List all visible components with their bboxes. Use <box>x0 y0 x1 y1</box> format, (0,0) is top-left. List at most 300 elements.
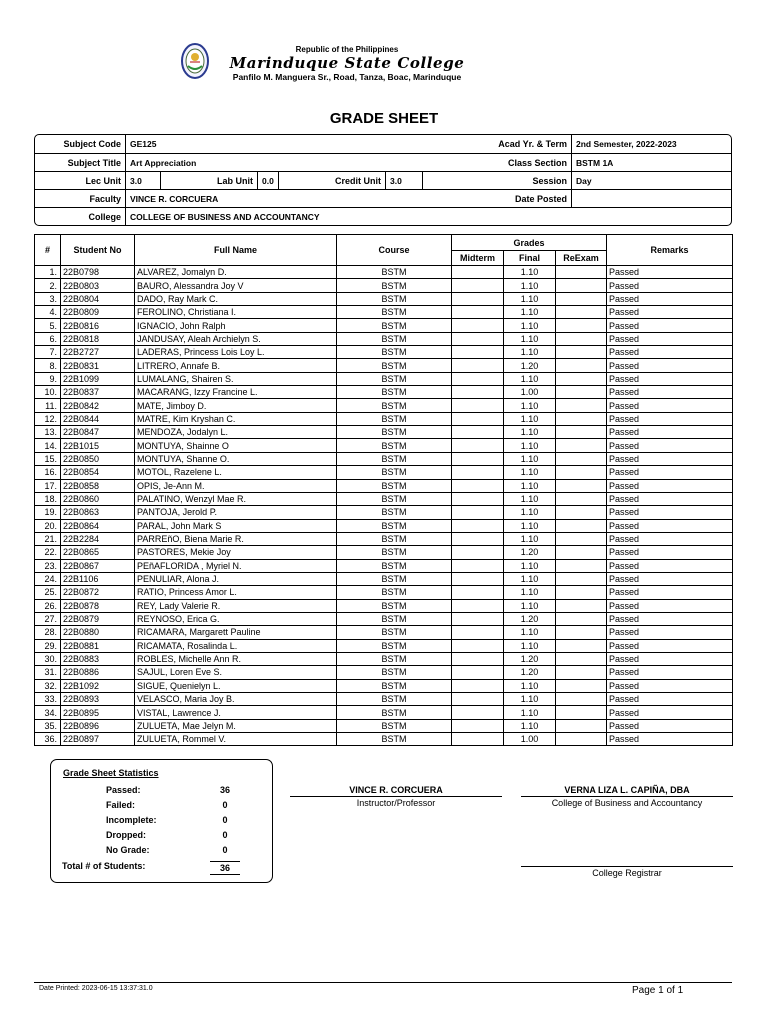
remarks-cell: Passed <box>607 652 733 665</box>
remarks-cell: Passed <box>607 586 733 599</box>
midterm-grade-cell <box>452 479 504 492</box>
row-number-cell: 28. <box>35 626 61 639</box>
header-midterm: Midterm <box>452 251 504 266</box>
student-no-cell: 22B0897 <box>61 733 135 746</box>
reexam-grade-cell <box>556 572 607 585</box>
reexam-grade-cell <box>556 586 607 599</box>
table-row <box>35 572 733 585</box>
student-no-cell: 22B0864 <box>61 519 135 532</box>
student-no-cell: 22B0847 <box>61 426 135 439</box>
row-number-cell: 9. <box>35 372 61 385</box>
row-number-cell: 15. <box>35 452 61 465</box>
remarks-cell: Passed <box>607 386 733 399</box>
final-grade-cell: 1.10 <box>504 492 556 505</box>
row-number-cell: 31. <box>35 666 61 679</box>
remarks-cell: Passed <box>607 532 733 545</box>
remarks-cell: Passed <box>607 492 733 505</box>
full-name-cell: LADERAS, Princess Lois Loy L. <box>135 346 337 359</box>
remarks-cell: Passed <box>607 306 733 319</box>
course-cell: BSTM <box>337 319 452 332</box>
subject-code-label: Subject Code <box>63 139 121 149</box>
midterm-grade-cell <box>452 652 504 665</box>
row-number-cell: 16. <box>35 466 61 479</box>
full-name-cell: RICAMATA, Rosalinda L. <box>135 639 337 652</box>
reexam-grade-cell <box>556 519 607 532</box>
info-row-faculty <box>35 189 731 208</box>
statistics-title: Grade Sheet Statistics <box>63 768 159 778</box>
stat-passed-value: 36 <box>219 785 230 795</box>
full-name-cell: SIGUE, Quenielyn L. <box>135 679 337 692</box>
course-cell: BSTM <box>337 506 452 519</box>
reexam-grade-cell <box>556 452 607 465</box>
course-cell: BSTM <box>337 572 452 585</box>
final-grade-cell: 1.20 <box>504 666 556 679</box>
row-number-cell: 17. <box>35 479 61 492</box>
course-cell: BSTM <box>337 532 452 545</box>
reexam-grade-cell <box>556 626 607 639</box>
full-name-cell: LITRERO, Annafe B. <box>135 359 337 372</box>
table-row <box>35 706 733 719</box>
student-no-cell: 22B0867 <box>61 559 135 572</box>
remarks-cell: Passed <box>607 452 733 465</box>
row-number-cell: 11. <box>35 399 61 412</box>
remarks-cell: Passed <box>607 372 733 385</box>
full-name-cell: REY, Lady Valerie R. <box>135 599 337 612</box>
header-final: Final <box>504 251 556 266</box>
course-cell: BSTM <box>337 306 452 319</box>
row-number-cell: 23. <box>35 559 61 572</box>
table-row <box>35 519 733 532</box>
remarks-cell: Passed <box>607 519 733 532</box>
row-number-cell: 6. <box>35 332 61 345</box>
date-posted-label: Date Posted <box>514 194 567 204</box>
table-row <box>35 492 733 505</box>
grades-table-body <box>35 266 733 746</box>
acad-term-label: Acad Yr. & Term <box>498 139 567 149</box>
row-number-cell: 13. <box>35 426 61 439</box>
table-row <box>35 599 733 612</box>
full-name-cell: DADO, Ray Mark C. <box>135 292 337 305</box>
header-num: # <box>35 235 61 266</box>
course-cell: BSTM <box>337 479 452 492</box>
table-row <box>35 719 733 732</box>
info-row-college <box>35 207 731 226</box>
reexam-grade-cell <box>556 332 607 345</box>
stat-passed-label: Passed: <box>106 785 141 795</box>
remarks-cell: Passed <box>607 572 733 585</box>
table-row <box>35 679 733 692</box>
course-cell: BSTM <box>337 519 452 532</box>
full-name-cell: PANTOJA, Jerold P. <box>135 506 337 519</box>
student-no-cell: 22B1015 <box>61 439 135 452</box>
student-no-cell: 22B0878 <box>61 599 135 612</box>
faculty-label: Faculty <box>89 194 121 204</box>
full-name-cell: PEñAFLORIDA , Myriel N. <box>135 559 337 572</box>
subject-title-label: Subject Title <box>67 158 121 168</box>
reexam-grade-cell <box>556 693 607 706</box>
stat-passed <box>51 785 272 799</box>
final-grade-cell: 1.20 <box>504 359 556 372</box>
midterm-grade-cell <box>452 733 504 746</box>
full-name-cell: RATIO, Princess Amor L. <box>135 586 337 599</box>
student-no-cell: 22B0860 <box>61 492 135 505</box>
remarks-cell: Passed <box>607 693 733 706</box>
header-reexam: ReExam <box>556 251 607 266</box>
full-name-cell: MONTUYA, Shainne O <box>135 439 337 452</box>
dean-role: College of Business and Accountancy <box>551 798 703 808</box>
table-row <box>35 639 733 652</box>
row-number-cell: 36. <box>35 733 61 746</box>
final-grade-cell: 1.10 <box>504 479 556 492</box>
full-name-cell: OPIS, Je-Ann M. <box>135 479 337 492</box>
midterm-grade-cell <box>452 359 504 372</box>
table-row <box>35 546 733 559</box>
student-no-cell: 22B0798 <box>61 266 135 279</box>
lec-unit-value: 3.0 <box>125 172 161 190</box>
midterm-grade-cell <box>452 399 504 412</box>
remarks-cell: Passed <box>607 359 733 372</box>
reexam-grade-cell <box>556 479 607 492</box>
remarks-cell: Passed <box>607 626 733 639</box>
college-label: College <box>88 212 121 222</box>
table-row <box>35 612 733 625</box>
row-number-cell: 30. <box>35 652 61 665</box>
student-no-cell: 22B0883 <box>61 652 135 665</box>
student-no-cell: 22B0886 <box>61 666 135 679</box>
final-grade-cell: 1.10 <box>504 399 556 412</box>
row-number-cell: 14. <box>35 439 61 452</box>
row-number-cell: 22. <box>35 546 61 559</box>
row-number-cell: 24. <box>35 572 61 585</box>
midterm-grade-cell <box>452 599 504 612</box>
remarks-cell: Passed <box>607 346 733 359</box>
student-no-cell: 22B0865 <box>61 546 135 559</box>
full-name-cell: ALVAREZ, Jomalyn D. <box>135 266 337 279</box>
reexam-grade-cell <box>556 666 607 679</box>
row-number-cell: 2. <box>35 279 61 292</box>
stat-failed-value: 0 <box>222 800 228 810</box>
final-grade-cell: 1.00 <box>504 733 556 746</box>
republic-text: Republic of the Philippines <box>295 45 399 54</box>
row-number-cell: 19. <box>35 506 61 519</box>
final-grade-cell: 1.20 <box>504 546 556 559</box>
full-name-cell: PARAL, John Mark S <box>135 519 337 532</box>
midterm-grade-cell <box>452 279 504 292</box>
full-name-cell: VISTAL, Lawrence J. <box>135 706 337 719</box>
reexam-grade-cell <box>556 359 607 372</box>
grade-sheet-statistics <box>50 759 273 883</box>
midterm-grade-cell <box>452 506 504 519</box>
final-grade-cell: 1.10 <box>504 466 556 479</box>
reexam-grade-cell <box>556 492 607 505</box>
remarks-cell: Passed <box>607 546 733 559</box>
full-name-cell: MOTOL, Razelene L. <box>135 466 337 479</box>
final-grade-cell: 1.10 <box>504 292 556 305</box>
table-row <box>35 332 733 345</box>
header-remarks: Remarks <box>607 235 733 266</box>
lab-unit-value: 0.0 <box>257 172 279 190</box>
reexam-grade-cell <box>556 279 607 292</box>
table-row <box>35 586 733 599</box>
midterm-grade-cell <box>452 693 504 706</box>
student-no-cell: 22B0837 <box>61 386 135 399</box>
final-grade-cell: 1.10 <box>504 346 556 359</box>
table-row <box>35 386 733 399</box>
reexam-grade-cell <box>556 599 607 612</box>
full-name-cell: SAJUL, Loren Eve S. <box>135 666 337 679</box>
full-name-cell: FEROLINO, Christiana I. <box>135 306 337 319</box>
remarks-cell: Passed <box>607 706 733 719</box>
full-name-cell: PALATINO, Wenzyl Mae R. <box>135 492 337 505</box>
session-value: Day <box>571 172 733 190</box>
row-number-cell: 8. <box>35 359 61 372</box>
table-row <box>35 693 733 706</box>
course-cell: BSTM <box>337 599 452 612</box>
course-cell: BSTM <box>337 559 452 572</box>
full-name-cell: MATE, Jimboy D. <box>135 399 337 412</box>
course-cell: BSTM <box>337 693 452 706</box>
student-no-cell: 22B2284 <box>61 532 135 545</box>
reexam-grade-cell <box>556 679 607 692</box>
remarks-cell: Passed <box>607 599 733 612</box>
midterm-grade-cell <box>452 586 504 599</box>
college-seal-icon <box>180 42 210 82</box>
course-cell: BSTM <box>337 399 452 412</box>
row-number-cell: 34. <box>35 706 61 719</box>
reexam-grade-cell <box>556 559 607 572</box>
reexam-grade-cell <box>556 612 607 625</box>
stat-incomplete-label: Incomplete: <box>106 815 157 825</box>
course-cell: BSTM <box>337 452 452 465</box>
full-name-cell: JANDUSAY, Aleah Archielyn S. <box>135 332 337 345</box>
final-grade-cell: 1.10 <box>504 506 556 519</box>
registrar-role: College Registrar <box>592 868 662 878</box>
midterm-grade-cell <box>452 346 504 359</box>
stat-total-label: Total # of Students: <box>62 861 146 871</box>
registrar-signature <box>521 855 733 879</box>
midterm-grade-cell <box>452 626 504 639</box>
row-number-cell: 33. <box>35 693 61 706</box>
remarks-cell: Passed <box>607 332 733 345</box>
final-grade-cell: 1.10 <box>504 719 556 732</box>
row-number-cell: 5. <box>35 319 61 332</box>
stat-total <box>51 861 272 875</box>
course-cell: BSTM <box>337 359 452 372</box>
student-no-cell: 22B0804 <box>61 292 135 305</box>
course-cell: BSTM <box>337 386 452 399</box>
reexam-grade-cell <box>556 532 607 545</box>
midterm-grade-cell <box>452 639 504 652</box>
class-section-value: BSTM 1A <box>571 154 733 172</box>
midterm-grade-cell <box>452 706 504 719</box>
full-name-cell: ROBLES, Michelle Ann R. <box>135 652 337 665</box>
credit-unit-label: Credit Unit <box>335 176 381 186</box>
final-grade-cell: 1.10 <box>504 332 556 345</box>
final-grade-cell: 1.10 <box>504 279 556 292</box>
reexam-grade-cell <box>556 652 607 665</box>
row-number-cell: 7. <box>35 346 61 359</box>
date-printed: Date Printed: 2023-06-15 13:37:31.0 <box>39 985 153 992</box>
stat-no-grade-label: No Grade: <box>106 845 150 855</box>
student-no-cell: 22B0854 <box>61 466 135 479</box>
midterm-grade-cell <box>452 386 504 399</box>
subject-title-value: Art Appreciation <box>125 154 415 172</box>
remarks-cell: Passed <box>607 426 733 439</box>
table-row <box>35 346 733 359</box>
midterm-grade-cell <box>452 612 504 625</box>
midterm-grade-cell <box>452 319 504 332</box>
midterm-grade-cell <box>452 559 504 572</box>
final-grade-cell: 1.10 <box>504 519 556 532</box>
course-cell: BSTM <box>337 266 452 279</box>
table-row <box>35 279 733 292</box>
final-grade-cell: 1.10 <box>504 266 556 279</box>
midterm-grade-cell <box>452 719 504 732</box>
row-number-cell: 25. <box>35 586 61 599</box>
final-grade-cell: 1.10 <box>504 306 556 319</box>
reexam-grade-cell <box>556 466 607 479</box>
student-no-cell: 22B0872 <box>61 586 135 599</box>
stat-no-grade <box>51 845 272 859</box>
reexam-grade-cell <box>556 306 607 319</box>
course-cell: BSTM <box>337 346 452 359</box>
full-name-cell: PENULIAR, Alona J. <box>135 572 337 585</box>
table-row <box>35 372 733 385</box>
midterm-grade-cell <box>452 666 504 679</box>
stat-dropped-value: 0 <box>222 830 228 840</box>
student-no-cell: 22B0858 <box>61 479 135 492</box>
row-number-cell: 32. <box>35 679 61 692</box>
final-grade-cell: 1.10 <box>504 572 556 585</box>
full-name-cell: VELASCO, Maria Joy B. <box>135 693 337 706</box>
midterm-grade-cell <box>452 332 504 345</box>
row-number-cell: 3. <box>35 292 61 305</box>
row-number-cell: 4. <box>35 306 61 319</box>
reexam-grade-cell <box>556 399 607 412</box>
course-cell: BSTM <box>337 666 452 679</box>
reexam-grade-cell <box>556 292 607 305</box>
table-row <box>35 559 733 572</box>
full-name-cell: BAURO, Alessandra Joy V <box>135 279 337 292</box>
student-no-cell: 22B0803 <box>61 279 135 292</box>
midterm-grade-cell <box>452 372 504 385</box>
midterm-grade-cell <box>452 306 504 319</box>
reexam-grade-cell <box>556 733 607 746</box>
page-header <box>0 42 768 92</box>
instructor-name: VINCE R. CORCUERA <box>290 785 502 797</box>
stat-incomplete-value: 0 <box>222 815 228 825</box>
student-no-cell: 22B0809 <box>61 306 135 319</box>
stat-failed <box>51 800 272 814</box>
full-name-cell: MENDOZA, Jodalyn L. <box>135 426 337 439</box>
midterm-grade-cell <box>452 466 504 479</box>
table-row <box>35 479 733 492</box>
final-grade-cell: 1.10 <box>504 693 556 706</box>
row-number-cell: 27. <box>35 612 61 625</box>
grades-table <box>34 234 733 746</box>
stat-incomplete <box>51 815 272 829</box>
remarks-cell: Passed <box>607 319 733 332</box>
course-cell: BSTM <box>337 279 452 292</box>
student-no-cell: 22B1106 <box>61 572 135 585</box>
remarks-cell: Passed <box>607 506 733 519</box>
course-cell: BSTM <box>337 426 452 439</box>
midterm-grade-cell <box>452 426 504 439</box>
student-no-cell: 22B0880 <box>61 626 135 639</box>
header-text <box>222 45 472 82</box>
student-no-cell: 22B0842 <box>61 399 135 412</box>
full-name-cell: LUMALANG, Shairen S. <box>135 372 337 385</box>
final-grade-cell: 1.10 <box>504 706 556 719</box>
student-no-cell: 22B0816 <box>61 319 135 332</box>
course-cell: BSTM <box>337 332 452 345</box>
info-row-subject-title <box>35 153 731 172</box>
remarks-cell: Passed <box>607 666 733 679</box>
midterm-grade-cell <box>452 412 504 425</box>
final-grade-cell: 1.10 <box>504 639 556 652</box>
final-grade-cell: 1.10 <box>504 599 556 612</box>
info-row-units <box>35 171 731 190</box>
final-grade-cell: 1.10 <box>504 426 556 439</box>
college-name: Marinduque State College <box>229 54 465 72</box>
full-name-cell: PASTORES, Mekie Joy <box>135 546 337 559</box>
final-grade-cell: 1.10 <box>504 412 556 425</box>
row-number-cell: 21. <box>35 532 61 545</box>
full-name-cell: ZULUETA, Mae Jelyn M. <box>135 719 337 732</box>
lab-unit-label: Lab Unit <box>217 176 253 186</box>
remarks-cell: Passed <box>607 719 733 732</box>
table-row <box>35 426 733 439</box>
row-number-cell: 10. <box>35 386 61 399</box>
college-value: COLLEGE OF BUSINESS AND ACCOUNTANCY <box>125 208 733 226</box>
stat-failed-label: Failed: <box>106 800 136 810</box>
table-row <box>35 399 733 412</box>
subject-code-value: GE125 <box>125 135 415 153</box>
course-cell: BSTM <box>337 546 452 559</box>
final-grade-cell: 1.10 <box>504 452 556 465</box>
header-course: Course <box>337 235 452 266</box>
date-posted-value <box>571 190 733 208</box>
reexam-grade-cell <box>556 372 607 385</box>
page-number: Page 1 of 1 <box>632 985 684 996</box>
student-no-cell: 22B1099 <box>61 372 135 385</box>
midterm-grade-cell <box>452 679 504 692</box>
row-number-cell: 20. <box>35 519 61 532</box>
session-label: Session <box>532 176 567 186</box>
dean-signature <box>521 785 733 809</box>
faculty-value: VINCE R. CORCUERA <box>125 190 415 208</box>
midterm-grade-cell <box>452 266 504 279</box>
student-no-cell: 22B1092 <box>61 679 135 692</box>
row-number-cell: 1. <box>35 266 61 279</box>
course-cell: BSTM <box>337 706 452 719</box>
row-number-cell: 12. <box>35 412 61 425</box>
full-name-cell: RICAMARA, Margarett Pauline <box>135 626 337 639</box>
header-student-no: Student No <box>61 235 135 266</box>
reexam-grade-cell <box>556 266 607 279</box>
midterm-grade-cell <box>452 546 504 559</box>
full-name-cell: PARREñO, Biena Marie R. <box>135 532 337 545</box>
remarks-cell: Passed <box>607 279 733 292</box>
course-cell: BSTM <box>337 412 452 425</box>
student-no-cell: 22B0850 <box>61 452 135 465</box>
row-number-cell: 29. <box>35 639 61 652</box>
student-no-cell: 22B2727 <box>61 346 135 359</box>
student-no-cell: 22B0893 <box>61 693 135 706</box>
full-name-cell: REYNOSO, Erica G. <box>135 612 337 625</box>
table-row <box>35 412 733 425</box>
class-section-label: Class Section <box>507 158 567 168</box>
